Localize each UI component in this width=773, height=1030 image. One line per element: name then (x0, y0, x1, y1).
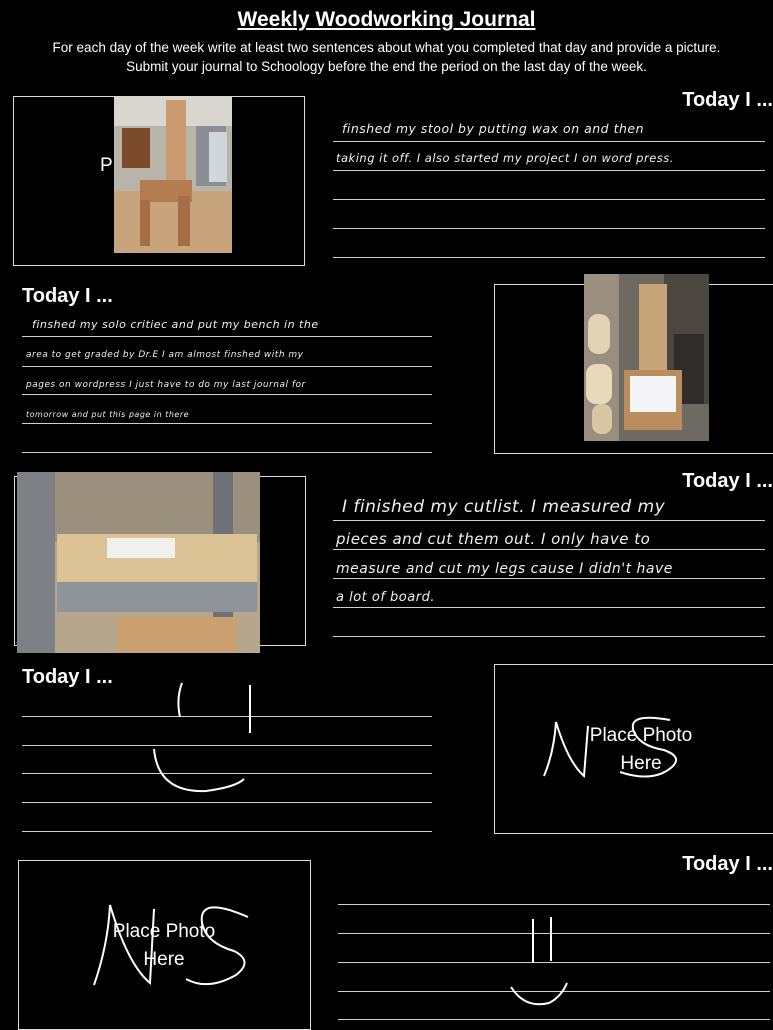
entry-5-rule (338, 1019, 770, 1020)
entry-5-rule (338, 904, 770, 905)
entry-4-rule (22, 802, 432, 803)
boards-photo-image (17, 472, 260, 653)
entry-2-photo-bench (584, 274, 709, 441)
entry-1-rule (333, 257, 765, 258)
entry-4-rule (22, 831, 432, 832)
entry-2-rule (22, 366, 432, 367)
entry-5-heading: Today I ... (682, 853, 773, 875)
entry-1-heading: Today I ... (682, 89, 773, 111)
entry-3-text-line-1: I finished my cutlist. I measured my (342, 497, 666, 517)
entry-1-text-line-1: finshed my stool by putting wax on and then (342, 121, 645, 136)
entry-3-text-line-3: measure and cut my legs cause I didn't have (336, 561, 673, 577)
placeholder-line-1: Place Photo (589, 725, 693, 746)
entry-1-text-line-2: taking it off. I also started my project I on word press. (336, 151, 674, 165)
entry-4-heading: Today I ... (22, 666, 113, 688)
entry-3-text-line-2: pieces and cut them out. I only have to (336, 530, 651, 548)
entry-4-ns-scrawl (540, 712, 690, 782)
entry-2-heading: Today I ... (22, 285, 113, 307)
entry-3-rule (333, 607, 765, 608)
stool-photo-image (114, 96, 232, 253)
entry-3-rule (333, 520, 765, 521)
entry-3-photo-boards (17, 472, 260, 653)
placeholder-line-2: Here (620, 753, 662, 774)
entry-1-rule (333, 170, 765, 171)
entry-1-rule (333, 199, 765, 200)
bench-photo-image (584, 274, 709, 441)
entry-3-heading: Today I ... (682, 470, 773, 492)
entry-4-smiley-scrawl (140, 675, 270, 800)
entry-2-rule (22, 452, 432, 453)
entry-2-text-line-2: area to get graded by Dr.E I am almost finshed with my (26, 350, 304, 360)
entry-2-text-line-4: tomorrow and put this page in there (26, 410, 190, 419)
entry-2-rule (22, 336, 432, 337)
entry-1-rule (333, 228, 765, 229)
placeholder-line-2: Here (143, 949, 185, 970)
placeholder-line-1: Place Photo (112, 921, 216, 942)
entry-3-text-line-4: a lot of board. (336, 590, 435, 605)
entry-5-ns-scrawl (88, 895, 258, 995)
entry-1-frame-fragment: P (100, 155, 113, 176)
entry-1-photo-stool (114, 96, 232, 253)
entry-2-rule (22, 423, 432, 424)
entry-2-text-line-3: pages on wordpress I just have to do my last journal for (26, 380, 306, 390)
page-title: Weekly Woodworking Journal (237, 8, 536, 31)
entry-5-smiley-scrawl (505, 915, 585, 1010)
entry-2-rule (22, 394, 432, 395)
instructions (0, 38, 773, 76)
entry-1-rule (333, 141, 765, 142)
entry-3-rule (333, 578, 765, 579)
instructions-line-1: For each day of the week write at least two sentences about what you completed that day and provide a picture. (52, 40, 721, 55)
entry-3-rule (333, 549, 765, 550)
entry-3-rule (333, 636, 765, 637)
entry-2-text-line-1: finshed my solo critiec and put my bench in the (32, 318, 319, 331)
instructions-line-2: Submit your journal to Schoology before the end the period on the last day of the week. (126, 59, 647, 74)
